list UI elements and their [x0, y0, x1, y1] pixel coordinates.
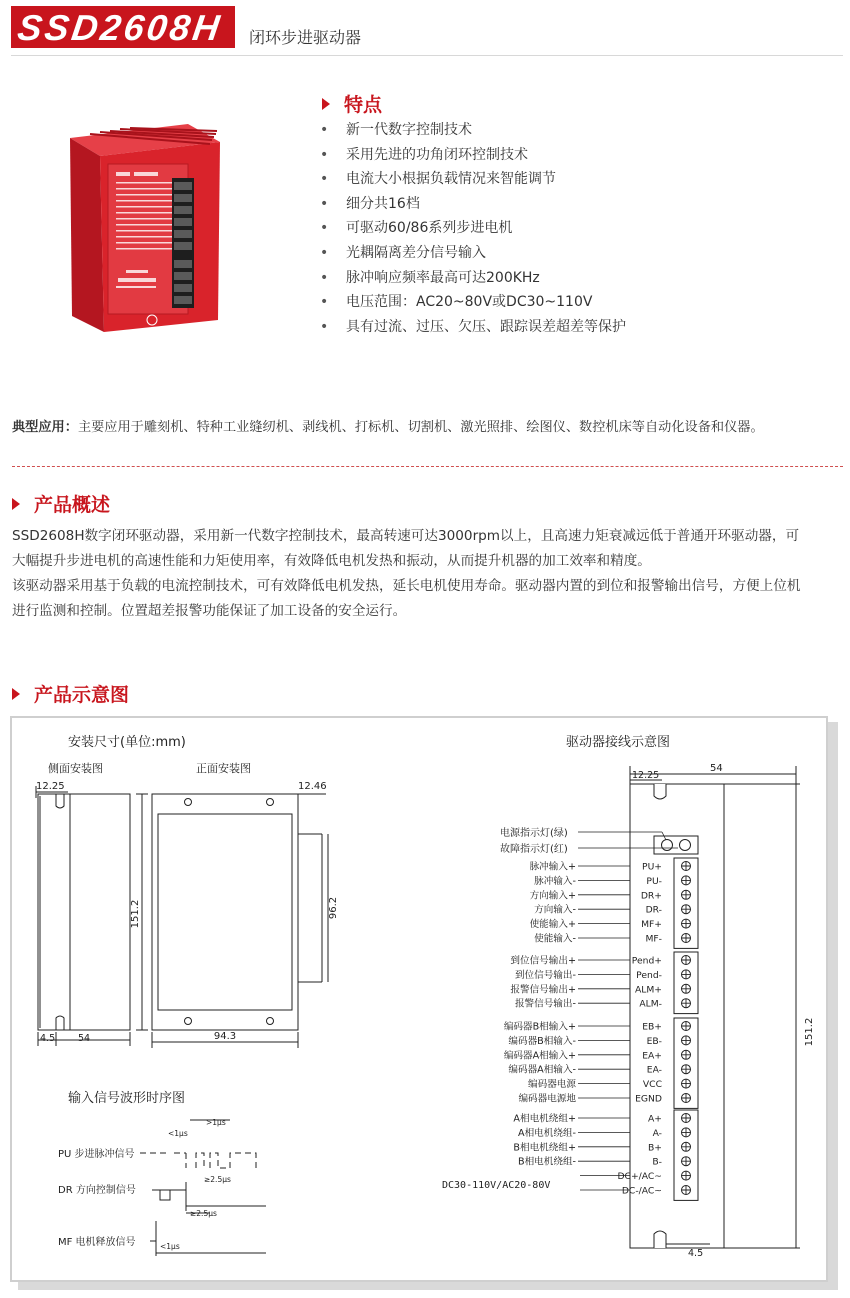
heading-arrow-icon — [12, 688, 20, 700]
terminal-pin-label: B+ — [647, 1142, 662, 1154]
timing-title: 输入信号波形时序图 — [68, 1091, 186, 1106]
terminal-pin-label: EGND — [635, 1093, 662, 1105]
terminal-pin-label: PU+ — [642, 861, 662, 873]
dim-label: 4.5 — [40, 1033, 56, 1044]
side-view-drawing — [36, 781, 130, 1046]
schematic-title: 产品示意图 — [34, 684, 130, 706]
terminal-signal-label: 使能输入+ — [529, 919, 576, 931]
overview-line: 进行监测和控制。位置超差报警功能保证了加工设备的安全运行。 — [12, 603, 407, 619]
overview-paragraph-1 — [12, 524, 850, 574]
bullet-icon: • — [320, 318, 329, 335]
terminal-signal-label: 编码器A相输入- — [508, 1064, 576, 1076]
power-led-icon — [662, 840, 673, 851]
page-subtitle: 闭环步进驱动器 — [249, 28, 362, 47]
overview-line: 该驱动器采用基于负载的电流控制技术，可有效降低电机发热，延长电机使用寿命。驱动器内置的到位和报警输出信号，方便上位机 — [12, 578, 801, 594]
dim-label: 151.2 — [804, 1017, 815, 1047]
feature-item — [320, 194, 626, 219]
brand-logo — [11, 6, 235, 48]
terminal-pin-label: PU- — [646, 875, 662, 887]
feature-item — [320, 317, 626, 342]
terminal-signal-label: B相电机绕组- — [517, 1156, 576, 1168]
bullet-icon: • — [320, 269, 329, 286]
terminal-signal-label: A相电机绕组- — [518, 1127, 576, 1139]
terminal-signal-label: 报警信号输出- — [514, 998, 576, 1010]
terminal-pin-label: EA+ — [642, 1050, 662, 1062]
dim-label: 54 — [710, 763, 723, 774]
terminal-signal-label: 脉冲输入- — [534, 875, 576, 887]
terminal-pin-label: A+ — [648, 1113, 662, 1125]
front-view-drawing — [130, 781, 339, 1048]
dim-label: 96.2 — [328, 896, 339, 920]
heading-arrow-icon — [12, 498, 20, 510]
terminal-pin-label: A- — [652, 1127, 662, 1139]
bullet-icon: • — [320, 244, 329, 261]
feature-item — [320, 169, 626, 194]
terminal-pin-label: ALM+ — [634, 984, 662, 996]
section-divider — [12, 466, 843, 467]
bullet-icon: • — [320, 294, 329, 311]
timing-signal-label: MF 电机释放信号 — [58, 1237, 136, 1248]
feature-text: 新一代数字控制技术 — [346, 122, 472, 138]
power-label: DC30-110V/AC20-80V — [442, 1180, 551, 1191]
timing-note: >1μs — [206, 1118, 226, 1127]
wiring-terminals — [504, 858, 698, 1200]
feature-text: 可驱动60/86系列步进电机 — [346, 220, 513, 237]
wiring-title: 驱动器接线示意图 — [566, 735, 671, 750]
side-view-label: 侧面安装图 — [48, 762, 103, 775]
overview-paragraph-2 — [12, 574, 850, 624]
terminal-signal-label: 编码器B相输入+ — [503, 1021, 576, 1033]
terminal-signal-label: B相电机绕组+ — [513, 1142, 576, 1154]
timing-note: ≥2.5μs — [204, 1175, 231, 1184]
timing-note: <1μs — [160, 1242, 180, 1251]
bullet-icon: • — [320, 220, 329, 237]
feature-item — [320, 145, 626, 170]
terminal-pin-label: DC-/AC~ — [621, 1185, 662, 1197]
feature-text: 脉冲响应频率最高可达200KHz — [346, 269, 540, 286]
overview-heading — [12, 490, 110, 517]
terminal-pin-label: ALM- — [639, 998, 662, 1010]
terminal-pin-label: VCC — [642, 1079, 662, 1091]
feature-text: 细分共16档 — [346, 195, 420, 212]
feature-item — [320, 243, 626, 268]
application-label: 典型应用： — [12, 420, 78, 435]
led-label: 电源指示灯(绿) — [500, 828, 568, 839]
overview-line: 大幅提升步进电机的高速性能和力矩使用率，有效降低电机发热和振动，从而提升机器的加工效率和精度。 — [12, 553, 651, 569]
application-line — [12, 416, 764, 435]
product-image — [60, 120, 228, 334]
heading-arrow-icon — [322, 98, 330, 110]
bullet-icon: • — [320, 195, 329, 212]
terminal-signal-label: 使能输入- — [534, 933, 576, 945]
logo-text: SSD2608H — [15, 7, 225, 48]
front-view-label: 正面安装图 — [196, 762, 251, 775]
feature-text: 具有过流、过压、欠压、跟踪误差超差等保护 — [346, 318, 626, 335]
terminal-pin-label: Pend+ — [631, 955, 662, 967]
feature-item — [320, 120, 626, 145]
terminal-signal-label: 方向输入- — [534, 904, 576, 916]
terminal-signal-label: 方向输入+ — [529, 890, 576, 902]
features-title: 特点 — [344, 94, 383, 116]
bullet-icon: • — [320, 146, 329, 163]
dim-label: 4.5 — [688, 1248, 704, 1259]
dim-label: 12.25 — [36, 781, 65, 792]
dim-label: 12.46 — [298, 781, 327, 792]
bullet-icon: • — [320, 122, 329, 138]
feature-item — [320, 292, 626, 317]
feature-text: 采用先进的功角闭环控制技术 — [346, 146, 528, 163]
terminal-signal-label: 脉冲输入+ — [529, 861, 576, 873]
dim-label: 151.2 — [130, 899, 141, 929]
timing-signal-label: DR 方向控制信号 — [58, 1185, 136, 1196]
terminal-pin-label: EB+ — [642, 1021, 662, 1033]
header-divider — [11, 55, 843, 56]
terminal-pin-label: MF+ — [641, 919, 662, 931]
feature-text: 电压范围：AC20~80V或DC30~110V — [346, 294, 593, 311]
timing-note: ≥2.5μs — [190, 1209, 217, 1218]
terminal-signal-label: 报警信号输出+ — [510, 984, 576, 996]
terminal-signal-label: 到位信号输出- — [514, 969, 576, 981]
timing-note: <1μs — [168, 1129, 188, 1138]
dim-label: 94.3 — [213, 1031, 237, 1042]
overview-line: SSD2608H数字闭环驱动器，采用新一代数字控制技术，最高转速可达3000rpm以上，且高速力矩衰减远低于普通开环驱动器，可 — [12, 528, 800, 544]
features-heading — [322, 90, 382, 117]
terminal-signal-label: 编码器电源 — [528, 1079, 576, 1091]
led-label: 故障指示灯(红) — [500, 844, 568, 855]
terminal-signal-label: 编码器电源地 — [518, 1093, 576, 1105]
bullet-icon: • — [320, 171, 329, 188]
feature-text: 电流大小根据负载情况来智能调节 — [346, 171, 556, 188]
feature-item — [320, 218, 626, 243]
terminal-pin-label: EA- — [646, 1064, 662, 1076]
overview-title: 产品概述 — [34, 494, 111, 516]
terminal-signal-label: 编码器A相输入+ — [503, 1050, 576, 1062]
terminal-pin-label: DC+/AC~ — [617, 1171, 662, 1183]
terminal-pin-label: Pend- — [636, 969, 662, 981]
dim-label: 54 — [78, 1033, 91, 1044]
install-title: 安装尺寸(单位:mm) — [68, 735, 186, 750]
terminal-pin-label: DR- — [645, 904, 662, 916]
terminal-pin-label: MF- — [645, 933, 662, 945]
application-text: 主要应用于雕刻机、特种工业缝纫机、剥线机、打标机、切割机、激光照排、绘图仪、数控机床等自动化设备和仪器。 — [77, 420, 764, 435]
terminal-signal-label: A相电机绕组+ — [513, 1113, 576, 1125]
terminal-pin-label: B- — [652, 1156, 662, 1168]
feature-item — [320, 268, 626, 293]
terminal-signal-label: 到位信号输出+ — [510, 955, 576, 967]
fault-led-icon — [680, 840, 691, 851]
terminal-signal-label: 编码器B相输入- — [508, 1035, 576, 1047]
terminal-pin-label: DR+ — [640, 890, 662, 902]
timing-signal-label: PU 步进脉冲信号 — [58, 1149, 135, 1160]
terminal-pin-label: EB- — [646, 1035, 662, 1047]
schematic-heading — [12, 680, 129, 707]
dim-label: 12.25 — [632, 770, 660, 781]
feature-text: 光耦隔离差分信号输入 — [346, 244, 486, 261]
timing-diagram — [58, 1118, 266, 1256]
schematic-diagram — [10, 716, 828, 1282]
features-list — [320, 120, 626, 341]
